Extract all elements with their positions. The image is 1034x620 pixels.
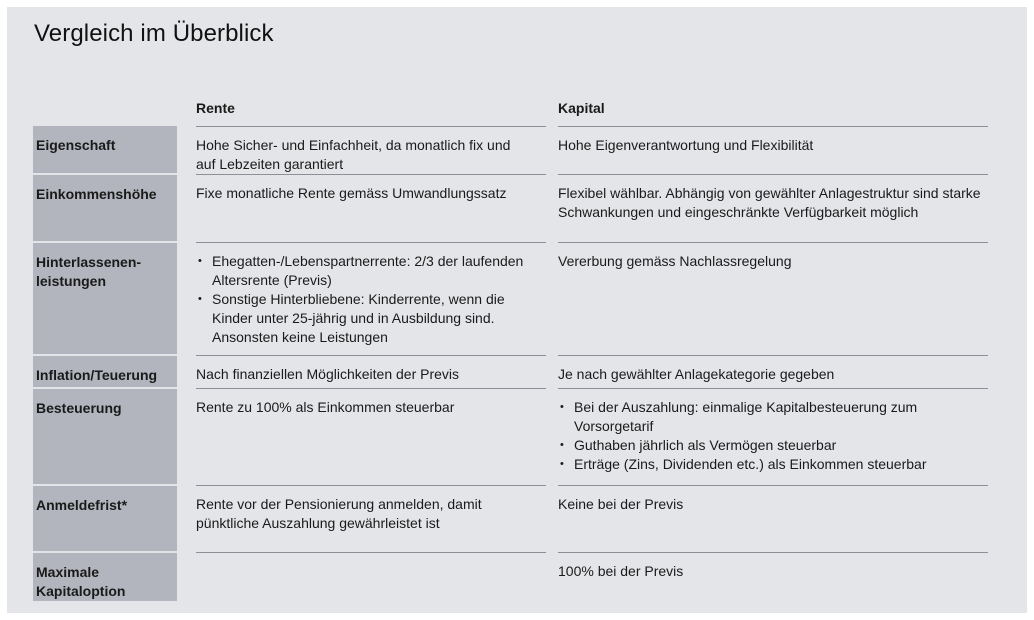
list-item: • Bei der Auszahlung: einmalige Kapitalbesteuerung zum Vorsorgetarif <box>558 398 988 436</box>
cell-kapital-hinterlassenenleistungen: Vererbung gemäss Nachlassregelung <box>558 253 792 269</box>
cell-kapital-eigenschaft: Hohe Eigenverantwortung und Flexibilität <box>558 137 814 153</box>
row-label-einkommenshoehe: Einkommenshöhe <box>33 175 177 241</box>
row-divider <box>558 174 988 175</box>
cell-rente-inflation: Nach finanziellen Möglichkeiten der Previs <box>196 366 460 382</box>
row-divider <box>558 242 988 243</box>
cell-rente-eigenschaft: Hohe Sicher- und Einfachheit, da monatlich fix und auf Lebzeiten garantiert <box>196 137 511 172</box>
header-rule-kapital <box>558 126 988 127</box>
row-divider <box>196 355 546 356</box>
column-header-kapital: Kapital <box>558 100 605 116</box>
list-item: • Ehegatten-/Lebenspartnerrente: 2/3 der laufenden Altersrente (Previs) <box>196 252 546 290</box>
column-header-rente: Rente <box>196 100 235 116</box>
header-rule-rente <box>196 126 546 127</box>
page-title: Vergleich im Überblick <box>34 20 274 47</box>
row-label-anmeldefrist: Anmeldefrist* <box>33 486 177 551</box>
row-divider <box>558 388 988 389</box>
row-label-kapitaloption: Maximale Kapitaloption <box>33 553 177 601</box>
row-divider <box>558 485 988 486</box>
row-divider <box>196 242 546 243</box>
row-label-besteuerung: Besteuerung <box>33 389 177 484</box>
list-item: • Guthaben jährlich als Vermögen steuerbar <box>558 436 988 455</box>
row-divider <box>558 552 988 553</box>
cell-kapital-einkommenshoehe: Flexibel wählbar. Abhängig von gewählter Anlagestruktur sind starke Schwankungen und eingeschränkte Verfügbarkeit möglich <box>558 185 981 220</box>
row-label-eigenschaft: Eigenschaft <box>33 126 177 173</box>
list-item: • Erträge (Zins, Dividenden etc.) als Einkommen steuerbar <box>558 455 988 474</box>
row-label-hinterlassenenleistungen: Hinterlassenen-leistungen <box>33 243 177 354</box>
cell-kapital-besteuerung <box>558 398 988 474</box>
cell-rente-besteuerung: Rente zu 100% als Einkommen steuerbar <box>196 399 455 415</box>
row-label-inflation: Inflation/Teuerung <box>33 356 177 387</box>
cell-rente-anmeldefrist: Rente vor der Pensionierung anmelden, damit pünktliche Auszahlung gewährleistet ist <box>196 496 482 531</box>
cell-rente-hinterlassenenleistungen <box>196 252 546 347</box>
list-item: • Sonstige Hinterbliebene: Kinderrente, wenn die Kinder unter 25-jährig und in Ausbildung sind. Ansonsten keine Leistungen <box>196 290 546 347</box>
cell-kapital-kapitaloption: 100% bei der Previs <box>558 563 684 579</box>
row-divider <box>558 355 988 356</box>
row-divider <box>196 388 546 389</box>
row-divider <box>196 174 546 175</box>
row-divider <box>196 552 546 553</box>
row-divider <box>196 485 546 486</box>
cell-kapital-inflation: Je nach gewählter Anlagekategorie gegeben <box>558 366 835 382</box>
cell-kapital-anmeldefrist: Keine bei der Previs <box>558 496 684 512</box>
cell-rente-einkommenshoehe: Fixe monatliche Rente gemäss Umwandlungssatz <box>196 185 507 201</box>
